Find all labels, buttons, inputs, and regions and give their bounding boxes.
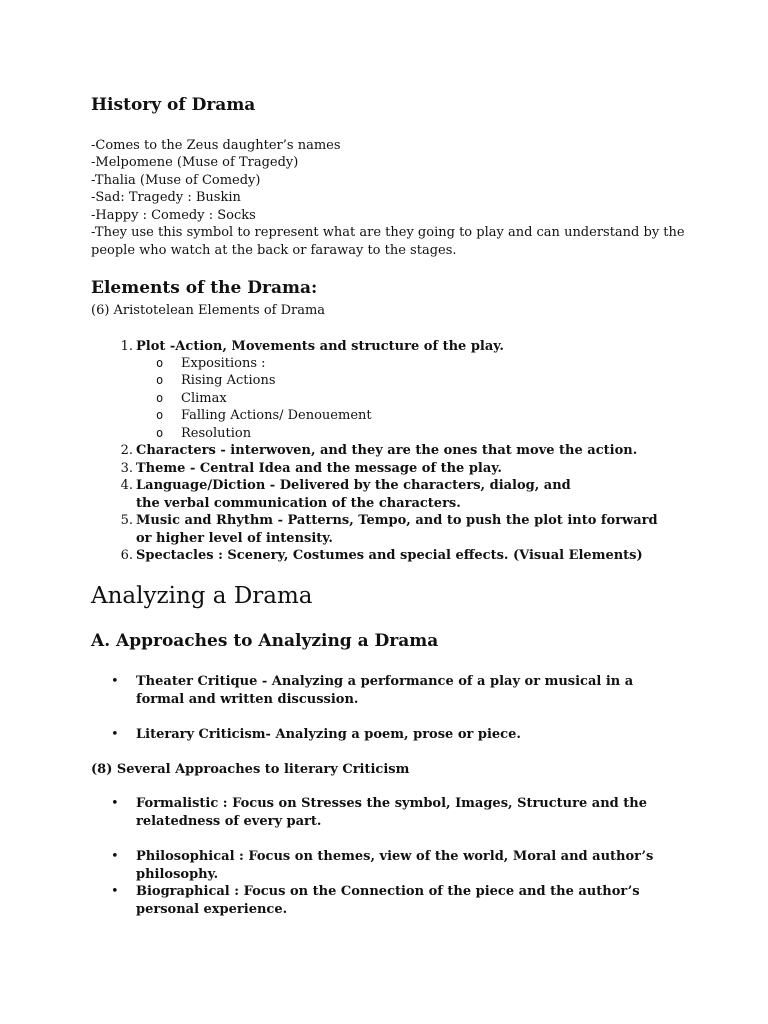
plot-subitem: Climax — [181, 391, 227, 406]
criticism-item: Formalistic : Focus on Stresses the symbol, Images, Structure and the relatedness of every part. — [136, 796, 647, 829]
analyzing-heading: Analyzing a Drama — [91, 583, 313, 609]
history-line: -Melpomene (Muse of Tragedy) — [91, 155, 299, 170]
approach-item: Theater Critique - Analyzing a performance of a play or musical in a formal and written discussion. — [136, 674, 634, 707]
approaches-heading: A. Approaches to Analyzing a Drama — [91, 631, 439, 651]
criticism-item: Biographical : Focus on the Connection of the piece and the author’s personal experience. — [136, 884, 640, 917]
list-number: 6. — [120, 548, 133, 563]
circle-bullet-icon: o — [156, 373, 164, 387]
bullet-icon: • — [111, 796, 119, 811]
element-theme: Theme - Central Idea and the message of the play. — [136, 461, 502, 476]
element-music: Music and Rhythm - Patterns, Tempo, and to push the plot into forward or higher level of intensity. — [136, 513, 658, 546]
history-line: -Thalia (Muse of Comedy) — [91, 173, 261, 188]
circle-bullet-icon: o — [156, 356, 164, 370]
plot-subitem: Falling Actions/ Denouement — [181, 408, 372, 423]
criticism-heading: (8) Several Approaches to literary Criticism — [91, 762, 410, 777]
elements-heading: Elements of the Drama: — [91, 278, 318, 298]
plot-subitem: Rising Actions — [181, 373, 276, 388]
list-number: 4. — [120, 478, 133, 493]
history-line: -Sad: Tragedy : Buskin — [91, 190, 241, 205]
list-number: 2. — [120, 443, 133, 458]
bullet-icon: • — [111, 674, 119, 689]
approach-item: Literary Criticism- Analyzing a poem, prose or piece. — [136, 727, 521, 742]
plot-subitem: Resolution — [181, 426, 252, 441]
element-language: Language/Diction - Delivered by the characters, dialog, and the verbal communication of the characters. — [136, 478, 571, 511]
element-spectacles: Spectacles : Scenery, Costumes and special effects. (Visual Elements) — [136, 548, 643, 563]
element-plot: Plot -Action, Movements and structure of the play. — [136, 339, 504, 354]
history-line: -Happy : Comedy : Socks — [91, 208, 256, 223]
bullet-icon: • — [111, 727, 119, 742]
criticism-item: Philosophical : Focus on themes, view of the world, Moral and author’s philosophy. — [136, 849, 654, 882]
bullet-icon: • — [111, 884, 119, 899]
history-line: -Comes to the Zeus daughter’s names — [91, 138, 341, 153]
element-characters: Characters - interwoven, and they are the ones that move the action. — [136, 443, 638, 458]
history-heading: History of Drama — [91, 95, 256, 115]
list-number: 1. — [120, 339, 133, 354]
list-number: 3. — [120, 461, 133, 476]
plot-subitem: Expositions : — [181, 356, 266, 371]
history-paragraph: -They use this symbol to represent what are they going to play and can understand by the people who watch at the back or faraway to the stages. — [91, 225, 685, 258]
list-number: 5. — [120, 513, 133, 528]
circle-bullet-icon: o — [156, 391, 164, 405]
circle-bullet-icon: o — [156, 408, 164, 422]
circle-bullet-icon: o — [156, 426, 164, 440]
bullet-icon: • — [111, 849, 119, 864]
elements-subtitle: (6) Aristotelean Elements of Drama — [91, 303, 326, 318]
